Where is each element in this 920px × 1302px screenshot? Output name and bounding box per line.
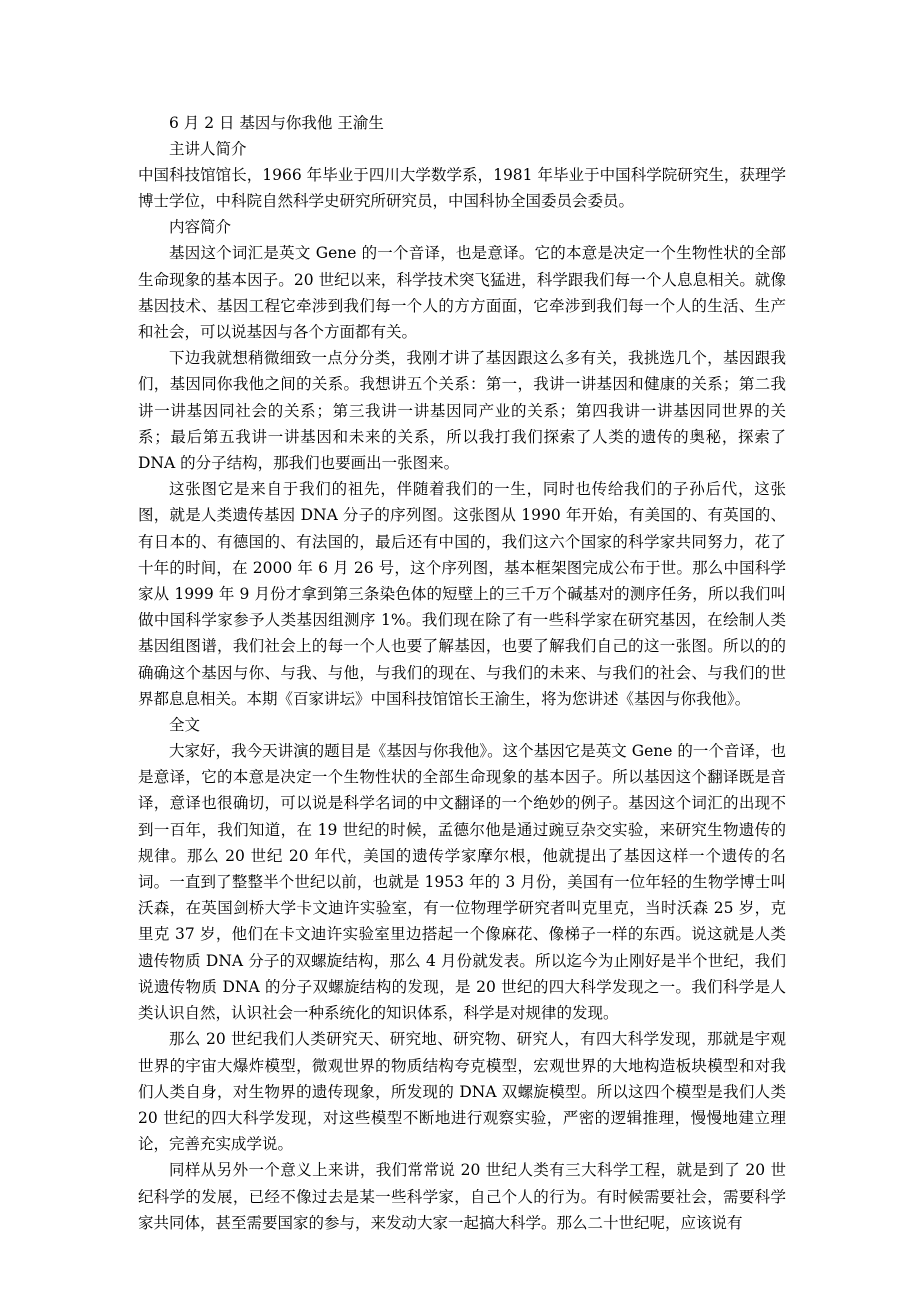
speaker-intro-heading: 主讲人简介	[169, 140, 247, 158]
content-intro-heading: 内容简介	[169, 218, 232, 237]
document-page	[138, 110, 786, 1236]
fulltext-paragraph-2: 那么 20 世纪我们人类研究天、研究地、研究物、研究人，有四大科学发现，那就是宇观世界的宇宙大爆炸模型，微观世界的物质结构夸克模型，宏观世界的大地构造板块模型和对我们人类自身，对生物界的遗传现象，所发现的 DNA 双螺旋模型。所以这四个模型是我们人类 20 世纪的四大科学发现，对这些模型不断地进行观察实验，严密的逻辑推理，慢慢地建立理论，完善充实成学说。	[138, 1030, 786, 1154]
content-paragraph-1: 基因这个词汇是英文 Gene 的一个音译，也是意译。它的本意是决定一个生物性状的全部生命现象的基本因子。20 世纪以来，科学技术突飞猛进，科学跟我们每一个人息息相关。就像基因技术、基因工程它牵涉到我们每一个人的方方面面，它牵涉到我们每一个人的生活、生产和社会，可以说基因与各个方面都有关。	[138, 244, 786, 342]
fulltext-block	[138, 738, 786, 1236]
fulltext-paragraph-1: 大家好，我今天讲演的题目是《基因与你我他》。这个基因它是英文 Gene 的一个音译，也是意译，它的本意是决定一个生物性状的全部生命现象的基本因子。所以基因这个翻译既是音译，意译也很确切，可以说是科学名词的中文翻译的一个绝妙的例子。基因这个词汇的出现不到一百年，我们知道，在 19 世纪的时候，孟德尔他是通过豌豆杂交实验，来研究生物遗传的规律。那么 20 世纪 20 年代，美国的遗传学家摩尔根，他就提出了基因这样一个遗传的名词。一直到了整整半个世纪以前，也就是 1953 年的 3 月份，美国有一位年轻的生物学博士叫沃森，在英国剑桥大学卡文迪许实验室，有一位物理学研究者叫克里克，当时沃森 25 岁，克里克 37 岁，他们在卡文迪许实验室里边搭起一个像麻花、像梯子一样的东西。说这就是人类遗传物质 DNA 分子的双螺旋结构，那么 4 月份就发表。所以迄今为止刚好是半个世纪，我们说遗传物质 DNA 的分子双螺旋结构的发现，是 20 世纪的四大科学发现之一。我们科学是人类认识自然，认识社会一种系统化的知识体系，科学是对规律的发现。	[138, 742, 786, 1023]
fulltext-paragraph-3: 同样从另外一个意义上来讲，我们常常说 20 世纪人类有三大科学工程，就是到了 20 世纪科学的发展，已经不像过去是某一些科学家，自己个人的行为。有时候需要社会，需要科学家共同体，甚至需要国家的参与，来发动大家一起搞大科学。那么二十世纪呢，应该说有	[138, 1161, 786, 1232]
fulltext-heading: 全文	[169, 716, 201, 735]
content-paragraph-2: 下边我就想稍微细致一点分分类，我刚才讲了基因跟这么多有关，我挑选几个，基因跟我们，基因同你我他之间的关系。我想讲五个关系：第一，我讲一讲基因和健康的关系；第二我讲一讲基因同社会的关系；第三我讲一讲基因同产业的关系；第四我讲一讲基因同世界的关系；最后第五我讲一讲基因和未来的关系，所以我打我们探索了人类的遗传的奥秘，探索了 DNA 的分子结构，那我们也要画出一张图来。	[138, 349, 786, 473]
speaker-bio: 中国科技馆馆长，1966 年毕业于四川大学数学系，1981 年毕业于中国科学院研究生，获理学博士学位，中科院自然科学史研究所研究员，中国科协全国委员会委员。	[138, 166, 786, 211]
content-intro-block	[138, 240, 786, 712]
lecture-title: 6 月 2 日 基因与你我他 王渝生	[169, 114, 384, 132]
speaker-bio-block	[138, 162, 786, 214]
content-paragraph-3: 这张图它是来自于我们的祖先，伴随着我们的一生，同时也传给我们的子孙后代，这张图，就是人类遗传基因 DNA 分子的序列图。这张图从 1990 年开始，有美国的、有英国的、有日本的、有德国的、有法国的，最后还有中国的，我们这六个国家的科学家共同努力，花了十年的时间，在 2000 年 6 月 26 号，这个序列图，基本框架图完成公布于世。那么中国科学家从 1999 年 9 月份才拿到第三条染色体的短壁上的三千万个碱基对的测序任务，所以我们叫做中国科学家参予人类基因组测序 1%。我们现在除了有一些科学家在研究基因，在绘制人类基因组图谱，我们社会上的每一个人也要了解基因，也要了解我们自己的这一张图。所以的的确确这个基因与你、与我、与他，与我们的现在、与我们的未来、与我们的社会、与我们的世界都息息相关。本期《百家讲坛》中国科技馆馆长王渝生，将为您讲述《基因与你我他》。	[138, 480, 786, 708]
